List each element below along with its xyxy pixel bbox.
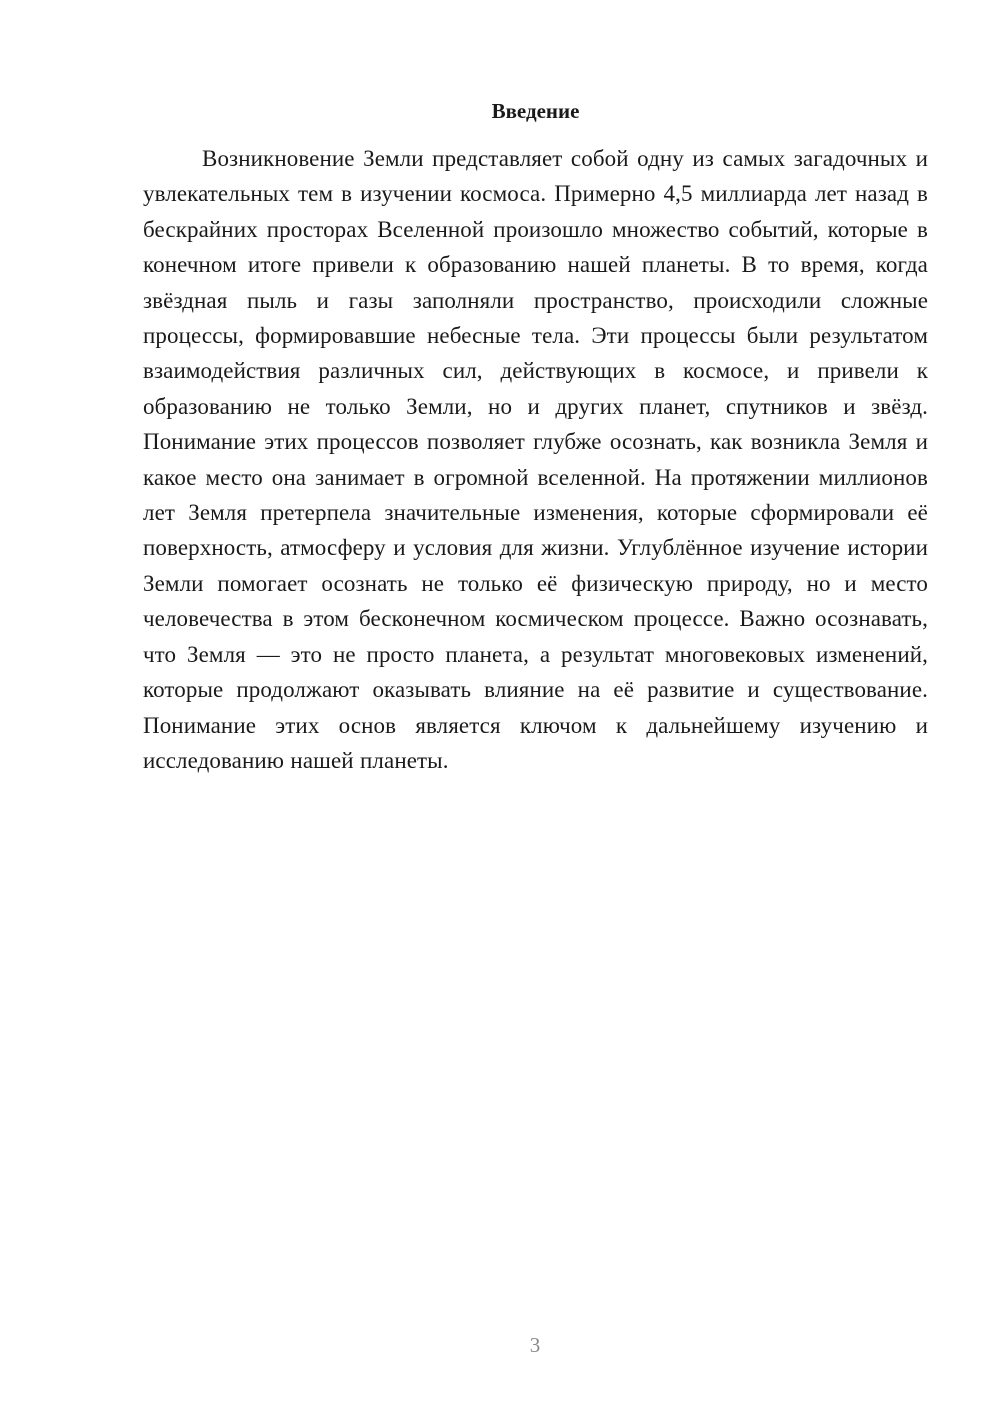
- body-paragraph: Возникновение Земли представляет собой одну из самых загадочных и увлекательных тем в изучении космоса. Примерно 4,5 миллиарда лет назад в бескрайних просторах Вселенной произошло множество событий, которые в конечном итоге привели к образованию нашей планеты. В то время, когда звёздная пыль и газы заполняли пространство, происходили сложные процессы, формировавшие небесные тела. Эти процессы были результатом взаимодействия различных сил, действующих в космосе, и привели к образованию не только Земли, но и других планет, спутников и звёзд. Понимание этих процессов позволяет глубже осознать, как возникла Земля и какое место она занимает в огромной вселенной. На протяжении миллионов лет Земля претерпела значительные изменения, которые сформировали её поверхность, атмосферу и условия для жизни. Углублённое изучение истории Земли помогает осознать не только её физическую природу, но и место человечества в этом бесконечном космическом процессе. Важно осознавать, что Земля — это не просто планета, а результат многовековых изменений, которые продолжают оказывать влияние на её развитие и существование. Понимание этих основ является ключом к дальнейшему изучению и исследованию нашей планеты.: [143, 146, 928, 773]
- section-title: Введение: [491, 99, 580, 123]
- page-number: 3: [529, 1333, 541, 1357]
